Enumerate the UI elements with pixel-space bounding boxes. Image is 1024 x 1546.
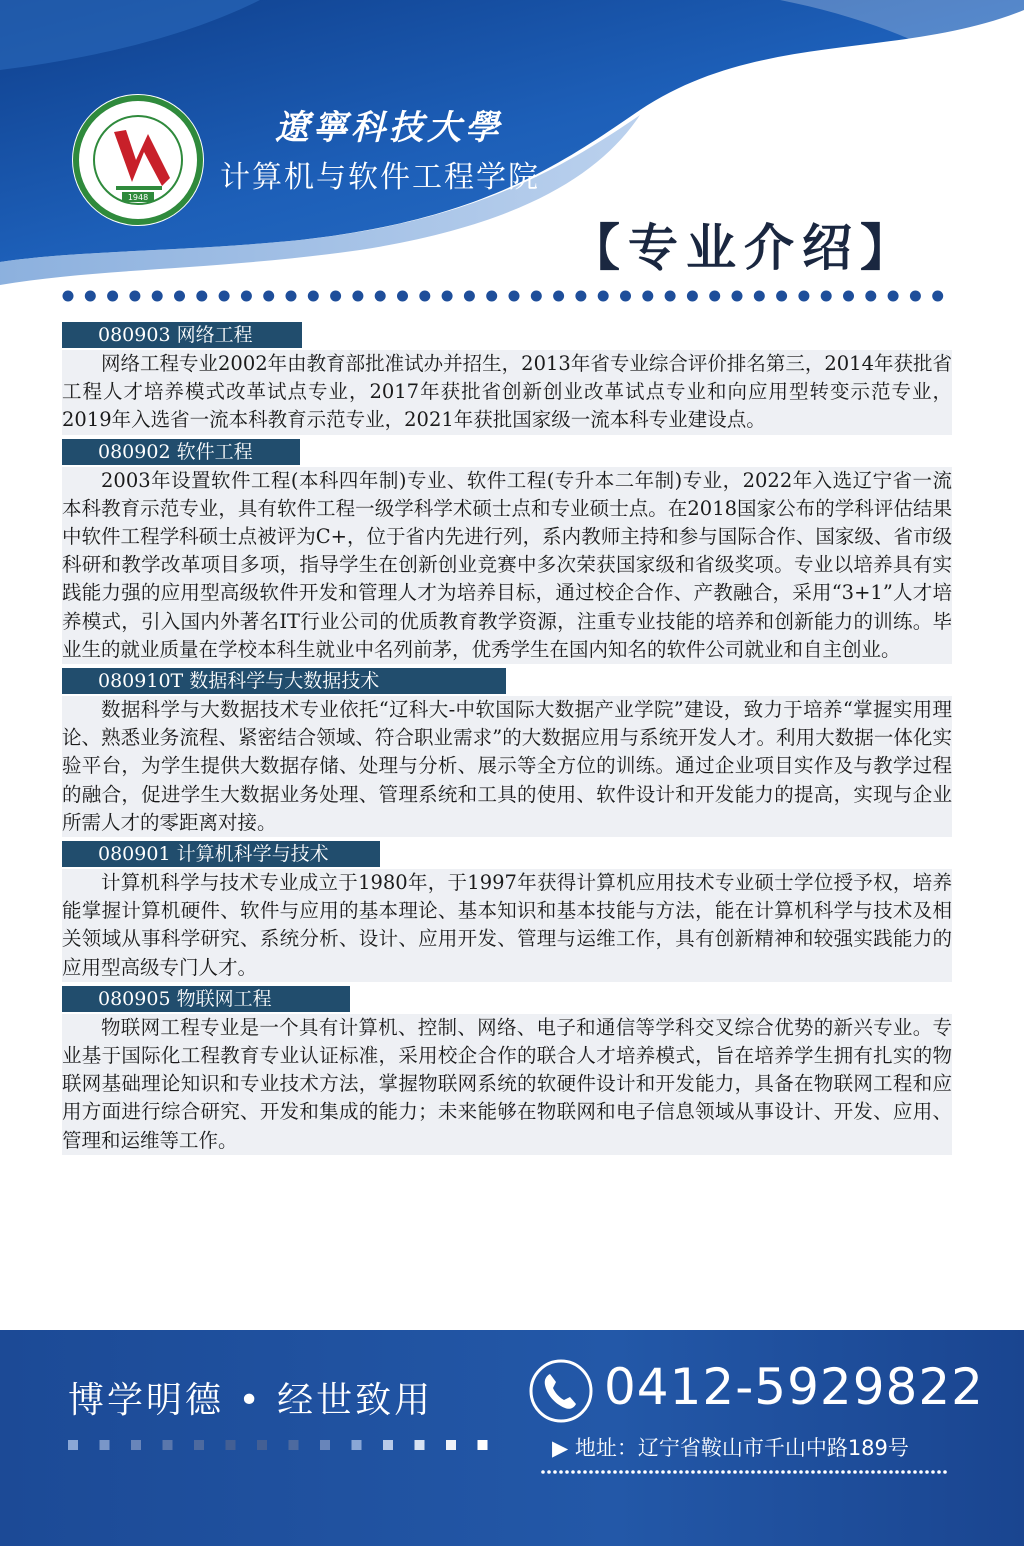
address: ▶ 地址：辽宁省鞍山市千山中路189号 (552, 1436, 909, 1460)
underline-dot (601, 1470, 605, 1474)
underline-dot (889, 1470, 893, 1474)
underline-dot (913, 1470, 917, 1474)
underline-dot (643, 1470, 647, 1474)
divider-dot (754, 291, 765, 302)
underline-dot (571, 1470, 575, 1474)
underline-dot (817, 1470, 821, 1474)
underline-dot (679, 1470, 683, 1474)
underline-dot (901, 1470, 905, 1474)
divider-dot (575, 291, 586, 302)
divider-dot (642, 291, 653, 302)
divider-dot (598, 291, 609, 302)
underline-dot (667, 1470, 671, 1474)
section-text: 数据科学与大数据技术专业依托“辽科大-中软国际大数据产业学院”建设，致力于培养“掌握实用理论、熟悉业务流程、紧密结合领域、符合职业需求”的大数据应用与系统开发人才。利用大数据一体化实验平台，为学生提供大数据存储、处理与分析、展示等全方位的训练。通过企业项目实作及与教学过程的融合，促进学生大数据业务处理、管理系统和工具的使用、软件设计和开发能力的提高，实现与企业所需人才的零距离对接。 (62, 696, 952, 837)
underline-dot (565, 1470, 569, 1474)
logo-year: 1948 (127, 193, 149, 202)
divider-dot (152, 291, 163, 302)
divider-dot (843, 291, 854, 302)
divider-dot (932, 291, 943, 302)
underline-dot (847, 1470, 851, 1474)
underline-dot (625, 1470, 629, 1474)
footer-square (226, 1440, 236, 1450)
divider-dot (85, 291, 96, 302)
underline-dot (745, 1470, 749, 1474)
college-name: 计算机与软件工程学院 (220, 160, 540, 195)
underline-dot (559, 1470, 563, 1474)
divider-dot (419, 291, 430, 302)
divider-dot (509, 291, 520, 302)
section-code-bar: 080902 软件工程 (62, 439, 300, 465)
underline-dot (751, 1470, 755, 1474)
footer-square (352, 1440, 362, 1450)
footer-square (194, 1440, 204, 1450)
underline-dot (823, 1470, 827, 1474)
footer-square (131, 1440, 141, 1450)
underline-dot (859, 1470, 863, 1474)
underline-dot (613, 1470, 617, 1474)
underline-dot (715, 1470, 719, 1474)
major-sections (62, 322, 952, 1159)
slogan: 博学明德 • 经世致用 (68, 1380, 434, 1421)
footer-square (478, 1440, 488, 1450)
underline-dot (829, 1470, 833, 1474)
section-code-bar: 080901 计算机科学与技术 (62, 841, 380, 867)
divider-dot (63, 291, 74, 302)
divider-dot (397, 291, 408, 302)
underline-dot (583, 1470, 587, 1474)
section-computer-science (62, 841, 952, 982)
divider-dot (553, 291, 564, 302)
divider-dot (732, 291, 743, 302)
section-text: 计算机科学与技术专业成立于1980年，于1997年获得计算机应用技术专业硕士学位授予权，培养能掌握计算机硬件、软件与应用的基本理论、基本知识和基本技能与方法，能在计算机科学与技术及相关领域从事科学研究、系统分析、设计、应用开发、管理与运维工作，具有创新精神和较强实践能力的应用型高级专门人才。 (62, 869, 952, 982)
divider-dot (620, 291, 631, 302)
divider-dot (464, 291, 475, 302)
underline-dot (943, 1470, 947, 1474)
section-code-bar: 080903 网络工程 (62, 322, 302, 348)
underline-dot (811, 1470, 815, 1474)
underline-dot (619, 1470, 623, 1474)
phone-number: 0412-5929822 (604, 1358, 984, 1416)
underline-dot (835, 1470, 839, 1474)
footer-square (257, 1440, 267, 1450)
divider-dot (286, 291, 297, 302)
divider-dot (308, 291, 319, 302)
divider-dot (486, 291, 497, 302)
page-title: 【专业介绍】 (570, 219, 918, 277)
underline-dot (685, 1470, 689, 1474)
underline-dot (553, 1470, 557, 1474)
footer-square (100, 1440, 110, 1450)
divider-dot (798, 291, 809, 302)
section-software-engineering (62, 439, 952, 664)
underline-dot (883, 1470, 887, 1474)
divider-dot (129, 291, 140, 302)
underline-dot (655, 1470, 659, 1474)
footer-square (383, 1440, 393, 1450)
underline-dot (895, 1470, 899, 1474)
underline-dot (757, 1470, 761, 1474)
divider-dot (776, 291, 787, 302)
divider-dot (174, 291, 185, 302)
university-logo-icon (70, 92, 206, 228)
underline-dot (799, 1470, 803, 1474)
underline-dot (547, 1470, 551, 1474)
underline-dot (769, 1470, 773, 1474)
underline-dot (841, 1470, 845, 1474)
section-network-engineering (62, 322, 952, 435)
divider-dot (665, 291, 676, 302)
underline-dot (607, 1470, 611, 1474)
divider-dot (241, 291, 252, 302)
underline-dot (703, 1470, 707, 1474)
divider-dot (687, 291, 698, 302)
footer-square (320, 1440, 330, 1450)
underline-dot (925, 1470, 929, 1474)
divider-dot (709, 291, 720, 302)
university-name: 遼寧科技大學 (275, 108, 503, 148)
underline-dot (865, 1470, 869, 1474)
underline-dot (631, 1470, 635, 1474)
footer-square-dots (68, 1438, 508, 1452)
underline-dot (589, 1470, 593, 1474)
underline-dot (541, 1470, 545, 1474)
underline-dot (595, 1470, 599, 1474)
section-code-bar: 080905 物联网工程 (62, 986, 350, 1012)
divider-dot (263, 291, 274, 302)
underline-dot (661, 1470, 665, 1474)
dot-divider (62, 288, 962, 304)
underline-dot (733, 1470, 737, 1474)
section-data-science (62, 668, 952, 837)
divider-dot (219, 291, 230, 302)
underline-dot (793, 1470, 797, 1474)
underline-dot (871, 1470, 875, 1474)
section-text: 网络工程专业2002年由教育部批准试办并招生，2013年省专业综合评价排名第三，2014年获批省工程人才培养模式改革试点专业，2017年获批省创新创业改革试点专业和向应用型转变示范专业，2019年入选省一流本科教育示范专业，2021年获批国家级一流本科专业建设点。 (62, 350, 952, 435)
underline-dot (787, 1470, 791, 1474)
underline-dot (907, 1470, 911, 1474)
footer-square (68, 1440, 78, 1450)
underline-dot (937, 1470, 941, 1474)
underline-dot (637, 1470, 641, 1474)
footer-square (415, 1440, 425, 1450)
underline-dot (697, 1470, 701, 1474)
underline-dot (931, 1470, 935, 1474)
underline-dot (853, 1470, 857, 1474)
underline-dot (727, 1470, 731, 1474)
section-text: 物联网工程专业是一个具有计算机、控制、网络、电子和通信等学科交叉综合优势的新兴专业。专业基于国际化工程教育专业认证标准，采用校企合作的联合人才培养模式，旨在培养学生拥有扎实的物联网基础理论知识和专业技术方法，掌握物联网系统的软硬件设计和开发能力，具备在物联网工程和应用方面进行综合研究、开发和集成的能力；未来能够在物联网和电子信息领域从事设计、开发、应用、管理和运维等工作。 (62, 1014, 952, 1155)
footer (0, 1330, 1024, 1546)
underline-dot (739, 1470, 743, 1474)
divider-dot (531, 291, 542, 302)
divider-dot (330, 291, 341, 302)
divider-dot (910, 291, 921, 302)
divider-dot (352, 291, 363, 302)
underline-dot (805, 1470, 809, 1474)
divider-dot (107, 291, 118, 302)
underline-dot (649, 1470, 653, 1474)
underline-dot (781, 1470, 785, 1474)
divider-dot (442, 291, 453, 302)
footer-square (163, 1440, 173, 1450)
underline-dot (709, 1470, 713, 1474)
address-dot-underline (540, 1468, 950, 1476)
underline-dot (673, 1470, 677, 1474)
section-iot-engineering (62, 986, 952, 1155)
underline-dot (775, 1470, 779, 1474)
divider-dot (821, 291, 832, 302)
underline-dot (577, 1470, 581, 1474)
phone-icon (528, 1358, 594, 1424)
underline-dot (721, 1470, 725, 1474)
underline-dot (691, 1470, 695, 1474)
divider-dot (865, 291, 876, 302)
footer-square (289, 1440, 299, 1450)
section-text: 2003年设置软件工程(本科四年制)专业、软件工程(专升本二年制)专业，2022年入选辽宁省一流本科教育示范专业，具有软件工程一级学科学术硕士点和专业硕士点。在2018国家公布的学科评估结果中软件工程学科硕士点被评为C+，位于省内先进行列，系内教师主持和参与国际合作、国家级、省市级科研和教学改革项目多项，指导学生在创新创业竞赛中多次荣获国家级和省级奖项。专业以培养具有实践能力强的应用型高级软件开发和管理人才为培养目标，通过校企合作、产教融合，采用“3+1”人才培养模式，引入国内外著名IT行业公司的优质教育教学资源，注重专业技能的培养和创新能力的训练。毕业生的就业质量在学校本科生就业中名列前茅，优秀学生在国内知名的软件公司就业和自主创业。 (62, 467, 952, 664)
footer-square (446, 1440, 456, 1450)
divider-dot (196, 291, 207, 302)
divider-dot (888, 291, 899, 302)
underline-dot (763, 1470, 767, 1474)
underline-dot (877, 1470, 881, 1474)
underline-dot (919, 1470, 923, 1474)
section-code-bar: 080910T 数据科学与大数据技术 (62, 668, 506, 694)
divider-dot (375, 291, 386, 302)
